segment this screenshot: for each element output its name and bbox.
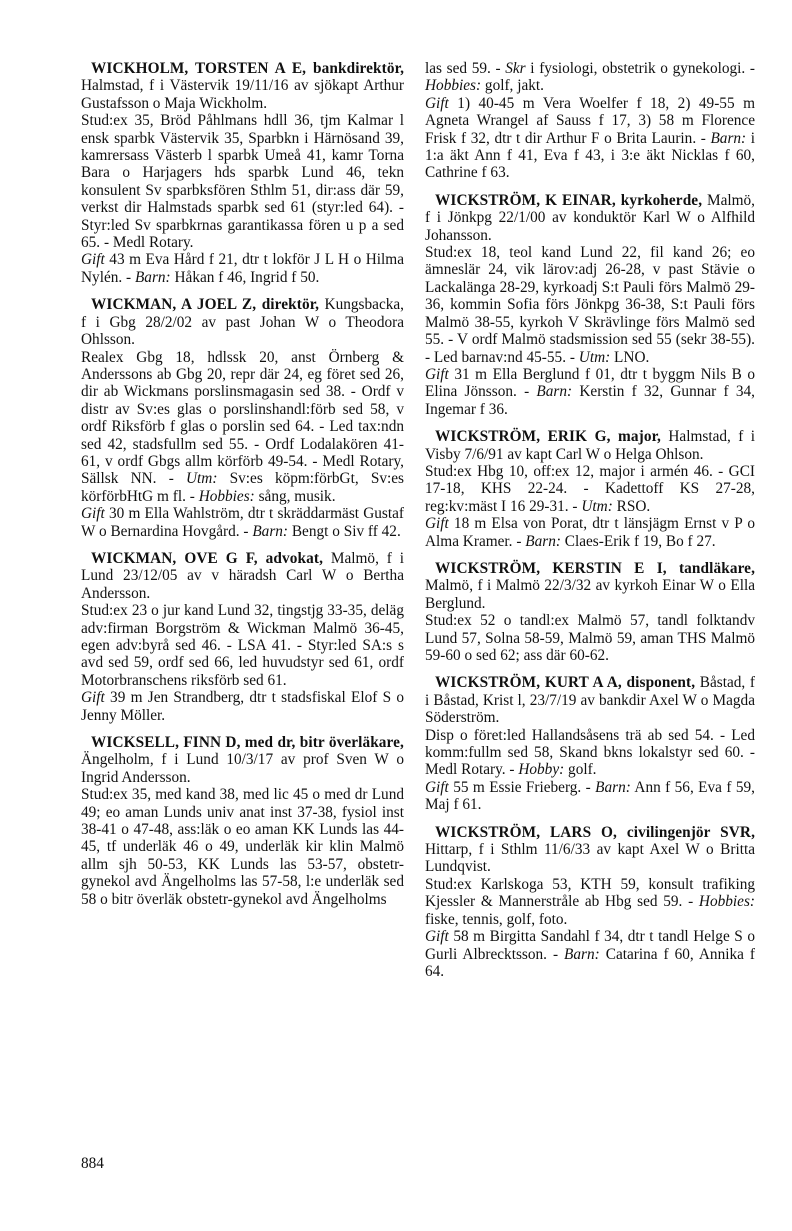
italic-label: Barn: bbox=[252, 522, 289, 540]
entry-text: Stud:ex 23 o jur kand Lund 32, tingstjg 33-35, deläg adv:firman Borgström & Wickman Malmö 36-45, egen adv:byrå sed 46. - LSA 41. - Styr:led SA:s s avd sed 59, ordf sed 66, led huvudstyr sed 61, ordf Motorbranschens riksförb sed 61. bbox=[81, 602, 404, 689]
italic-label: Hobbies: bbox=[198, 487, 255, 505]
biography-entry bbox=[425, 428, 755, 550]
entry-text: Båstad, f i Båstad, Krist l, 23/7/19 av bankdir Axel W o Magda Söderström. bbox=[425, 674, 755, 727]
entry-text: Claes-Erik f 19, Bo f 27. bbox=[560, 532, 716, 550]
italic-label: Barn: bbox=[710, 129, 747, 147]
entry-text: Ängelholm, f i Lund 10/3/17 av prof Sven W o Ingrid Andersson. bbox=[81, 751, 404, 786]
entry-paragraph bbox=[81, 786, 404, 908]
italic-label: Skr bbox=[505, 60, 526, 77]
entry-intro bbox=[425, 674, 755, 726]
entry-text: Catarina f 60, Annika f 64. bbox=[425, 945, 755, 980]
entry-intro bbox=[425, 428, 755, 463]
entry-intro bbox=[81, 734, 404, 786]
biography-entry bbox=[81, 296, 404, 540]
entry-intro bbox=[81, 60, 404, 112]
entry-paragraph bbox=[425, 779, 755, 814]
entry-intro bbox=[425, 192, 755, 244]
entry-text: RSO. bbox=[612, 497, 651, 515]
entry-text: Halmstad, f i Västervik 19/11/16 av sjökapt Arthur Gustafsson o Maja Wickholm. bbox=[81, 77, 404, 112]
italic-label: Gift bbox=[81, 689, 105, 707]
entry-text: 30 m Ella Wahlström, dtr t skräddarmäst Gustaf W o Bernardina Hovgård. - bbox=[81, 505, 404, 540]
entry-intro bbox=[425, 824, 755, 876]
entry-text: Bengt o Siv ff 42. bbox=[288, 522, 401, 540]
biography-entry bbox=[425, 824, 755, 981]
entry-heading: WICKMAN, A JOEL Z, direktör, bbox=[91, 296, 320, 314]
entry-text: 55 m Essie Frieberg. - bbox=[448, 778, 596, 796]
biography-entry bbox=[425, 560, 755, 664]
biography-entry bbox=[425, 60, 755, 182]
entry-intro bbox=[425, 560, 755, 612]
entry-text: 31 m Ella Berglund f 01, dtr t byggm Nils B o Elina Jönsson. - bbox=[425, 365, 755, 401]
entry-paragraph bbox=[81, 349, 404, 506]
entry-text: Sv:es köpm:förbGt, Sv:es körförbHtG m fl. - bbox=[81, 470, 404, 505]
biography-entry bbox=[425, 192, 755, 418]
entry-text: 18 m Elsa von Porat, dtr t länsjägm Ernst v P o Alma Kramer. - bbox=[425, 515, 755, 550]
entry-paragraph bbox=[81, 689, 404, 724]
entry-paragraph bbox=[81, 112, 404, 251]
entry-text: Malmö, f i Jönkpg 22/1/00 av konduktör Karl W o Alfhild Johansson. bbox=[425, 191, 755, 244]
italic-label: Hobby: bbox=[518, 761, 565, 779]
entry-text: Ann f 56, Eva f 59, Maj f 61. bbox=[425, 778, 755, 814]
entry-heading: WICKMAN, OVE G F, advokat, bbox=[91, 549, 323, 567]
entry-paragraph bbox=[81, 251, 404, 286]
entry-text: sång, musik. bbox=[254, 487, 336, 505]
entry-text: i 1:a äkt Ann f 41, Eva f 43, i 3:e äkt Nicklas f 60, Cathrine f 63. bbox=[425, 129, 756, 182]
italic-label: Barn: bbox=[595, 778, 631, 796]
entry-text: 39 m Jen Strandberg, dtr t stadsfiskal Elof S o Jenny Möller. bbox=[81, 689, 404, 724]
entry-text: Stud:ex 35, med kand 38, med lic 45 o med dr Lund 49; eo aman Lunds univ anat inst 37-38, fysiol inst 38-41 o 47-48, ass:läk o eo aman KK Lunds las 44-45, tf underläk 46 o 49, underläk kir klin Malmö allm sjh 50-53, KK Lunds las 53-57, obstetr-gynekol avd Ängelholms las 57-58, l:e underläk sed 58 o bitr överläk obstetr-gynekol avd Ängelholms bbox=[81, 786, 404, 908]
entry-paragraph bbox=[425, 515, 755, 550]
italic-label: Gift bbox=[425, 515, 449, 533]
right-column bbox=[425, 60, 755, 990]
entry-text: 43 m Eva Hård f 21, dtr t lokför J L H o Hilma Nylén. - bbox=[81, 251, 404, 286]
entry-text: Håkan f 46, Ingrid f 50. bbox=[170, 268, 320, 286]
entry-text: Kungsbacka, f i Gbg 28/2/02 av past Johan W o Theodora Ohlsson. bbox=[81, 296, 404, 349]
entry-text: Stud:ex 18, teol kand Lund 22, fil kand 26; eo ämneslär 24, vik lärov:adj 26-28, v past Stävie o Lackalänga 28-29, kyrkoadj S:t Pauli förs Malmö 29-36, kommin Sofia förs Jönkpg 36-38, S:t Pauli förs Malmö 38-55, kyrkoh V Skrävlinge förs Malmö sed 55. - V ordf Malmö stadsmission sed 55 (sekr 38-55). - Led barnav:nd 45-55. - bbox=[425, 244, 755, 366]
entry-text: Halmstad, f i Visby 7/6/91 av kapt Carl W o Helga Ohlson. bbox=[425, 428, 755, 463]
entry-text: Malmö, f i Lund 23/12/05 av v häradsh Carl W o Bertha Andersson. bbox=[81, 549, 404, 602]
italic-label: Utm: bbox=[185, 470, 218, 488]
italic-label: Barn: bbox=[564, 945, 600, 963]
italic-label: Utm: bbox=[581, 497, 613, 515]
entry-text: LNO. bbox=[610, 348, 650, 366]
entry-paragraph bbox=[81, 602, 404, 689]
biography-entry bbox=[81, 550, 404, 724]
entry-heading: WICKHOLM, TORSTEN A E, bankdirektör, bbox=[91, 60, 404, 77]
entry-intro bbox=[81, 550, 404, 602]
entry-heading: WICKSELL, FINN D, med dr, bitr överläkare, bbox=[91, 734, 404, 752]
entry-text: Stud:ex 52 o tandl:ex Malmö 57, tandl folktandv Lund 57, Solna 58-59, Malmö 59, aman THS Malmö 59-60 o sed 62; ass där 60-62. bbox=[425, 612, 755, 664]
entry-text: i fysiologi, obstetrik o gynekologi. - bbox=[525, 60, 755, 77]
italic-label: Gift bbox=[81, 505, 105, 523]
entry-paragraph bbox=[425, 244, 755, 366]
italic-label: Gift bbox=[425, 365, 449, 383]
italic-label: Barn: bbox=[536, 383, 573, 401]
entry-text: Malmö, f i Malmö 22/3/32 av kyrkoh Einar W o Ella Berglund. bbox=[425, 577, 755, 612]
biography-entry bbox=[425, 674, 755, 813]
entry-paragraph bbox=[81, 505, 404, 540]
entry-text: Stud:ex Hbg 10, off:ex 12, major i armén 46. - GCI 17-18, KHS 22-24. - Kadettoff KS 27-28, reg:kv:mäst I 16 29-31. - bbox=[425, 462, 755, 515]
entry-paragraph bbox=[425, 463, 755, 515]
biography-entry bbox=[81, 734, 404, 908]
entry-text: Hittarp, f i Sthlm 11/6/33 av kapt Axel W o Britta Lundqvist. bbox=[425, 841, 755, 876]
biography-entry bbox=[81, 60, 404, 286]
italic-label: Utm: bbox=[578, 348, 611, 366]
entry-text: fiske, tennis, golf, foto. bbox=[425, 910, 568, 928]
entry-intro bbox=[81, 296, 404, 348]
entry-text: Stud:ex 35, Bröd Påhlmans hdll 36, tjm Kalmar l ensk sparbk Västervik 35, Sparbkn i Härnösand 39, kamrersass Västerb l sparbk Umeå 41, kamr Torna Bara o Harjagers hds sparbk Lund 46, tekn konsulent Sv sparbksfören Sthlm 51, dir:ass där 59, verkst dir Halmstads sparbk sed 61 (styr:led 64). - Styr:led Sv sparbkrnas garantikassa fören u p a sed 65. - Medl Rotary. bbox=[81, 112, 404, 252]
entry-heading: WICKSTRÖM, LARS O, civilingenjör SVR, bbox=[435, 823, 755, 841]
italic-label: Gift bbox=[81, 251, 105, 269]
entry-heading: WICKSTRÖM, ERIK G, major, bbox=[435, 428, 661, 446]
italic-label: Hobbies: bbox=[698, 893, 755, 911]
page-number: 884 bbox=[81, 1155, 104, 1172]
entry-text: Disp o föret:led Hallandsåsens trä ab sed 54. - Led komm:fullm sed 58, Skand bkns lokalstyr sed 60. - Medl Rotary. - bbox=[425, 726, 755, 779]
entry-intro bbox=[425, 60, 755, 95]
entry-text: Realex Gbg 18, hdlssk 20, anst Örnberg & Anderssons ab Gbg 20, repr där 24, eg föret sed 26, dir ab Wickmans porslinsmagasin sed 38. - Ordf v distr av Sv:es glas o porslinshandl:förb sed 58, v ordf Riksförb f glas o porslin sed 64. - Led tax:ndn sed 42, stadsfullm sed 55. - Ordf Lodalakören 41-61, v ordf Gbgs allm körförb 49-54. - Medl Rotary, Sällsk NN. - bbox=[81, 348, 404, 488]
italic-label: Gift bbox=[425, 778, 449, 796]
entry-heading: WICKSTRÖM, K EINAR, kyrkoherde, bbox=[435, 191, 703, 209]
entry-paragraph bbox=[425, 876, 755, 928]
italic-label: Gift bbox=[425, 928, 449, 946]
entry-heading: WICKSTRÖM, KERSTIN E I, tandläkare, bbox=[435, 559, 755, 577]
italic-label: Barn: bbox=[134, 268, 171, 286]
entry-text: 1) 40-45 m Vera Woelfer f 18, 2) 49-55 m Agneta Wrangel af Sauss f 17, 3) 58 m Florence Frisk f 32, dtr t dir Arthur F o Brita Laurin. - bbox=[425, 94, 755, 147]
entry-paragraph bbox=[425, 95, 755, 182]
entry-text: Kerstin f 32, Gunnar f 34, Ingemar f 36. bbox=[425, 383, 755, 418]
entry-heading: WICKSTRÖM, KURT A A, disponent, bbox=[435, 674, 696, 692]
entry-paragraph bbox=[425, 366, 755, 418]
entry-text: Stud:ex Karlskoga 53, KTH 59, konsult trafiking Kjessler & Mannerstråle ab Hbg sed 59. - bbox=[425, 875, 755, 911]
left-column bbox=[81, 60, 404, 918]
entry-paragraph bbox=[425, 727, 755, 779]
italic-label: Gift bbox=[425, 94, 449, 112]
entry-text: golf, jakt. bbox=[481, 77, 544, 95]
italic-label: Hobbies: bbox=[425, 77, 482, 95]
entry-text: golf. bbox=[564, 761, 597, 779]
entry-paragraph bbox=[425, 612, 755, 664]
entry-paragraph bbox=[425, 928, 755, 980]
entry-text: 58 m Birgitta Sandahl f 34, dtr t tandl Helge S o Gurli Albrecktsson. - bbox=[425, 928, 755, 963]
entry-text: las sed 59. - bbox=[425, 60, 506, 77]
italic-label: Barn: bbox=[525, 532, 561, 550]
